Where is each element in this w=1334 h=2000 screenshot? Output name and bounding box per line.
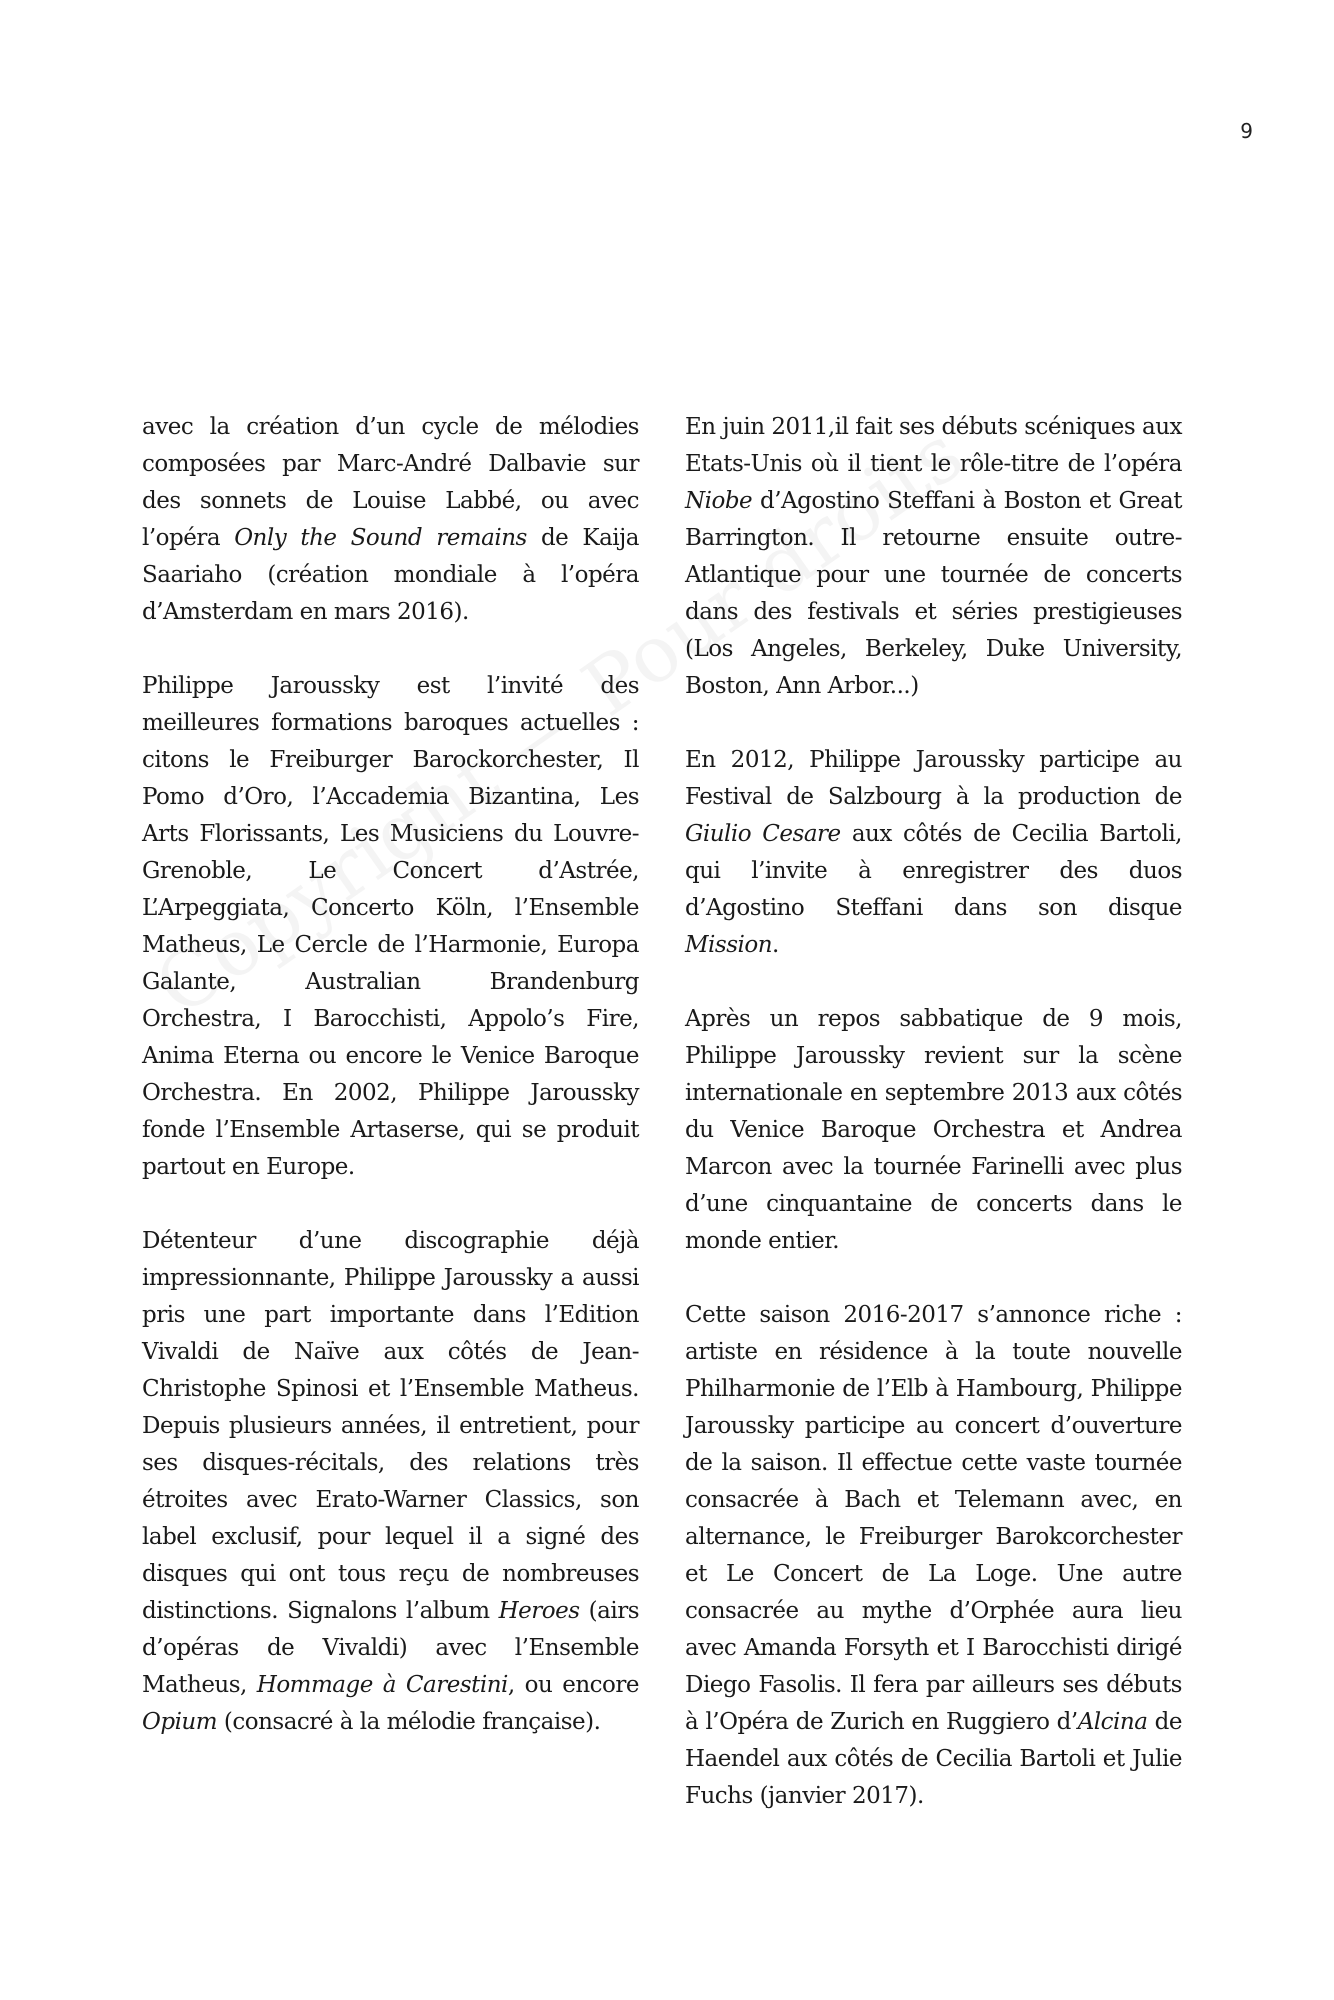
- left-text-column: [142, 409, 639, 1741]
- paragraph: [685, 409, 1182, 705]
- album-title: Mission: [685, 932, 773, 958]
- paragraph: [142, 668, 639, 1186]
- text-run: d’Agostino Steffani à Boston et Great Barrington. Il retourne ensuite outre-Atlantique pour une tournée de concerts dans des festivals et séries prestigieuses (Los Angeles, Berkeley, Duke University, Boston, Ann Arbor...): [685, 488, 1182, 699]
- text-run: (consacré à la mélodie française).: [217, 1709, 601, 1735]
- work-title: Only the Sound remains: [234, 525, 527, 551]
- text-run: Après un repos sabbatique de 9 mois, Philippe Jaroussky revient sur la scène internationale en septembre 2013 aux côtés du Venice Baroque Orchestra et Andrea Marcon avec la tournée Farinelli avec plus d’une cinquantaine de concerts dans le monde entier.: [685, 1006, 1182, 1254]
- paragraph: [142, 1223, 639, 1741]
- text-run: Cette saison 2016-2017 s’annonce riche : artiste en résidence à la toute nouvelle Philharmonie de l’Elb à Hambourg, Philippe Jaroussky participe au concert d’ouverture de la saison. Il effectue cette vaste tournée consacrée à Bach et Telemann avec, en alternance, le Freiburger Barokcorchester et Le Concert de La Loge. Une autre consacrée au mythe d’Orphée aura lieu avec Amanda Forsyth et I Barocchisti dirigé Diego Fasolis. Il fera par ailleurs ses débuts à l’Opéra de Zurich en Ruggiero d’: [685, 1302, 1182, 1735]
- text-run: aux côtés de Cecilia Bartoli, qui l’invite à enregistrer des duos d’Agostino Steffani dans son disque: [685, 821, 1182, 921]
- text-run: Philippe Jaroussky est l’invité des meilleures formations baroques actuelles : citons le Freiburger Barockorchester, Il Pomo d’Oro, l’Accademia Bizantina, Les Arts Florissants, Les Musiciens du Louvre-Grenoble, Le Concert d’Astrée, L’Arpeggiata, Concerto Köln, l’Ensemble Matheus, Le Cercle de l’Harmonie, Europa Galante, Australian Brandenburg Orchestra, I Barocchisti, Appolo’s Fire, Anima Eterna ou encore le Venice Baroque Orchestra. En 2002, Philippe Jaroussky fonde l’Ensemble Artaserse, qui se produit partout en Europe.: [142, 673, 639, 1180]
- paragraph: [685, 1001, 1182, 1260]
- page-number: 9: [1240, 119, 1253, 143]
- text-run: .: [772, 932, 779, 958]
- text-run: En 2012, Philippe Jaroussky participe au Festival de Salzbourg à la production de: [685, 747, 1182, 810]
- text-run: , ou encore: [507, 1672, 639, 1698]
- paragraph: [685, 1297, 1182, 1815]
- text-run: Détenteur d’une discographie déjà impressionnante, Philippe Jaroussky a aussi pris une part importante dans l’Edition Vivaldi de Naïve aux côtés de Jean-Christophe Spinosi et l’Ensemble Matheus. Depuis plusieurs années, il entretient, pour ses disques-récitals, des relations très étroites avec Erato-Warner Classics, son label exclusif, pour lequel il a signé des disques qui ont tous reçu de nombreuses distinctions. Signalons l’album: [142, 1228, 639, 1624]
- work-title: Giulio Cesare: [685, 821, 841, 847]
- work-title: Alcina: [1077, 1709, 1148, 1735]
- right-text-column: [685, 409, 1182, 1815]
- work-title: Niobe: [685, 488, 753, 514]
- paragraph: [685, 742, 1182, 964]
- album-title: Heroes: [498, 1598, 580, 1624]
- album-title: Hommage à Carestini: [256, 1672, 508, 1698]
- text-run: de Kaija Saariaho (création mondiale à l’opéra d’Amsterdam en mars 2016).: [142, 525, 639, 625]
- album-title: Opium: [142, 1709, 218, 1735]
- text-run: avec la création d’un cycle de mélodies composées par Marc-André Dalbavie sur des sonnets de Louise Labbé, ou avec l’opéra: [142, 414, 639, 551]
- paragraph: [142, 409, 639, 631]
- text-run: En juin 2011,il fait ses débuts scéniques aux Etats-Unis où il tient le rôle-titre de l’opéra: [685, 414, 1182, 477]
- text-run: de Haendel aux côtés de Cecilia Bartoli et Julie Fuchs (janvier 2017).: [685, 1709, 1182, 1809]
- text-run: (airs d’opéras de Vivaldi) avec l’Ensemble Matheus,: [142, 1598, 640, 1698]
